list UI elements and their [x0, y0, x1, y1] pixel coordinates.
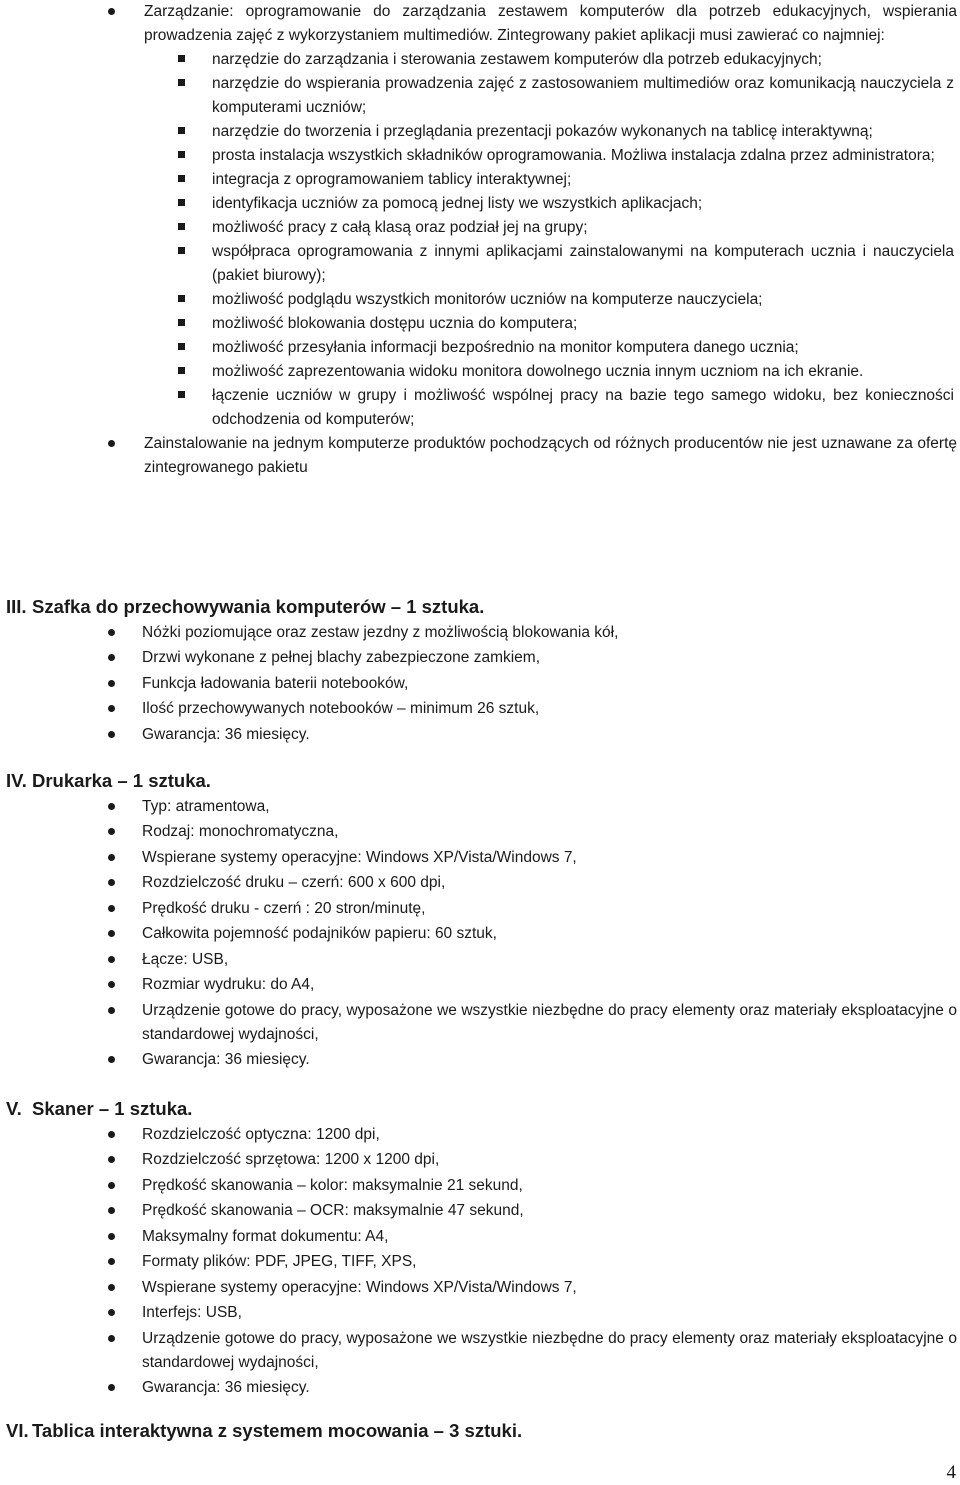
- bullet-icon: [108, 1335, 115, 1342]
- list-item: [0, 288, 957, 312]
- square-bullet-icon: [178, 343, 185, 350]
- list-item: [0, 871, 960, 895]
- list-item-text: Zainstalowanie na jednym komputerze produktów pochodzących od różnych producentów nie jest uznawane za ofertę zintegrowanego pakietu: [144, 435, 957, 476]
- section-scanner: [0, 1097, 960, 1400]
- section-title: Drukarka – 1 sztuka.: [32, 770, 211, 791]
- list-item-text: Maksymalny format dokumentu: A4,: [142, 1227, 389, 1245]
- list-item: [0, 1048, 960, 1072]
- list-item: [0, 1199, 960, 1223]
- bullet-icon: [108, 854, 115, 861]
- section-title: Szafka do przechowywania komputerów – 1 sztuka.: [32, 596, 485, 617]
- list-item-text: Typ: atramentowa,: [142, 797, 270, 815]
- square-bullet-icon: [178, 55, 185, 62]
- bullet-icon: [108, 803, 115, 810]
- bullet-icon: [108, 1258, 115, 1265]
- list-item: [0, 1276, 960, 1300]
- list-item-text: łączenie uczniów w grupy i możliwość wspólnej pracy na bazie tego samego widoku, bez konieczności odchodzenia od komputerów;: [212, 387, 954, 428]
- list-item-text: Nóżki poziomujące oraz zestaw jezdny z możliwością blokowania kół,: [142, 623, 619, 641]
- bullet-icon: [108, 828, 115, 835]
- list-item: [0, 1301, 960, 1325]
- square-bullet-icon: [178, 127, 185, 134]
- list-item-text: Gwarancja: 36 miesięcy.: [142, 1051, 310, 1068]
- bullet-icon: [108, 1156, 115, 1163]
- square-bullet-icon: [178, 79, 185, 86]
- square-bullet-icon: [178, 367, 185, 374]
- bullet-icon: [108, 905, 115, 912]
- bullet-icon: [108, 1056, 115, 1063]
- bullet-icon: [108, 705, 115, 712]
- list-item-text: Wspierane systemy operacyjne: Windows XP/Vista/Windows 7,: [142, 1278, 577, 1296]
- square-bullet-icon: [178, 247, 185, 254]
- list-item-text: Ilość przechowywanych notebooków – minimum 26 sztuk,: [142, 700, 540, 717]
- list-item: [0, 0, 960, 432]
- list-item: [0, 432, 960, 480]
- list-item: [0, 240, 957, 288]
- list-item-text: możliwość podglądu wszystkich monitorów uczniów na komputerze nauczyciela;: [212, 291, 763, 308]
- list-item: [0, 922, 960, 946]
- list-item: [0, 360, 957, 384]
- list-item: [0, 1250, 960, 1274]
- section-heading: [0, 595, 960, 619]
- list-item-text: możliwość pracy z całą klasą oraz podział jej na grupy;: [212, 219, 588, 236]
- bullet-icon: [108, 629, 115, 636]
- bullet-icon: [108, 981, 115, 988]
- list-item-text: Rozdzielczość optyczna: 1200 dpi,: [142, 1125, 380, 1143]
- top-bullet-list: [0, 0, 960, 480]
- list-item-text: Rodzaj: monochromatyczna,: [142, 823, 339, 840]
- list-item-text: Łącze: USB,: [142, 950, 229, 968]
- bullet-icon: [108, 879, 115, 886]
- bullet-icon: [108, 1131, 115, 1138]
- list-item: [0, 336, 957, 360]
- bullet-icon: [108, 1284, 115, 1291]
- list-item: [0, 973, 960, 997]
- section-printer: [0, 769, 960, 1072]
- list-item: [0, 1327, 960, 1375]
- list-item: [0, 846, 960, 870]
- list-item: [0, 723, 960, 747]
- list-item: [0, 697, 960, 721]
- list-item-text: Prędkość skanowania – OCR: maksymalnie 47 sekund,: [142, 1202, 524, 1219]
- list-item-text: możliwość przesyłania informacji bezpośrednio na monitor komputera danego ucznia;: [212, 339, 799, 356]
- bullet-icon: [108, 956, 115, 963]
- list-item-text: Urządzenie gotowe do pracy, wyposażone we wszystkie niezbędne do pracy elementy oraz materiały eksploatacyjne o standardowej wydajności,: [142, 1329, 957, 1371]
- section-number: V.: [6, 1098, 22, 1119]
- list-item: [0, 72, 957, 120]
- list-item: [0, 646, 960, 670]
- list-item: [0, 168, 957, 192]
- list-item-text: Formaty plików: PDF, JPEG, TIFF, XPS,: [142, 1253, 417, 1270]
- list-item: [0, 144, 957, 168]
- section-cabinet: [0, 595, 960, 747]
- list-item: [0, 1376, 960, 1400]
- list-item-text: identyfikacja uczniów za pomocą jednej listy we wszystkich aplikacjach;: [212, 195, 703, 212]
- bullet-icon: [108, 654, 115, 661]
- bullet-icon: [108, 731, 115, 738]
- square-bullet-icon: [178, 175, 185, 182]
- list-item: [0, 897, 960, 921]
- bullet-icon: [108, 1384, 115, 1391]
- list-item-text: Całkowita pojemność podajników papieru: 60 sztuk,: [142, 925, 497, 942]
- list-item-text: Wspierane systemy operacyjne: Windows XP/Vista/Windows 7,: [142, 848, 577, 866]
- list-item-text: Rozdzielczość druku – czerń: 600 x 600 dpi,: [142, 874, 446, 891]
- square-bullet-icon: [178, 319, 185, 326]
- list-item-text: integracja z oprogramowaniem tablicy interaktywnej;: [212, 171, 572, 188]
- list-item: [0, 948, 960, 972]
- bullet-icon: [108, 1007, 115, 1014]
- list-item-text: Drzwi wykonane z pełnej blachy zabezpieczone zamkiem,: [142, 649, 541, 666]
- section-heading: [0, 1419, 960, 1443]
- bullet-icon: [108, 440, 115, 447]
- list-item: [0, 1148, 960, 1172]
- bullet-icon: [108, 930, 115, 937]
- square-bullet-icon: [178, 223, 185, 230]
- spec-list: [0, 795, 960, 1073]
- bullet-icon: [108, 1182, 115, 1189]
- list-item-text: Prędkość skanowania – kolor: maksymalnie 21 sekund,: [142, 1176, 523, 1194]
- section-number: VI.: [6, 1420, 29, 1441]
- list-item-text: możliwość zaprezentowania widoku monitora dowolnego ucznia innym uczniom na ich ekranie.: [212, 363, 864, 380]
- spec-list: [0, 621, 960, 747]
- bullet-icon: [108, 680, 115, 687]
- list-item: [0, 672, 960, 696]
- section-title: Skaner – 1 sztuka.: [32, 1098, 193, 1119]
- bullet-icon: [108, 1309, 115, 1316]
- list-item: [0, 216, 957, 240]
- list-item: [0, 1174, 960, 1198]
- list-item-text: Funkcja ładowania baterii notebooków,: [142, 674, 409, 692]
- list-item-text: Zarządzanie: oprogramowanie do zarządzania zestawem komputerów dla potrzeb edukacyjnych, wspierania prowadzenia zajęć z wykorzystaniem multimediów. Zintegrowany pakiet aplikacji musi zawierać co najmniej:: [144, 3, 957, 44]
- list-item-text: Interfejs: USB,: [142, 1304, 242, 1321]
- list-item-text: współpraca oprogramowania z innymi aplikacjami zainstalowanymi na komputerach ucznia i nauczyciela (pakiet biurowy);: [212, 243, 954, 284]
- list-item: [0, 820, 960, 844]
- list-item: [0, 1225, 960, 1249]
- list-item-text: narzędzie do wspierania prowadzenia zajęć z zastosowaniem multimediów oraz komunikacją nauczyciela z komputerami uczniów;: [212, 75, 954, 116]
- list-item-text: Rozmiar wydruku: do A4,: [142, 976, 315, 993]
- section-interactive-board: [0, 1419, 960, 1443]
- list-item-text: Gwarancja: 36 miesięcy.: [142, 1379, 310, 1396]
- section-number: IV.: [6, 770, 27, 791]
- list-item-text: prosta instalacja wszystkich składników oprogramowania. Możliwa instalacja zdalna przez administratora;: [212, 147, 935, 164]
- list-item: [0, 120, 957, 144]
- spec-list: [0, 1123, 960, 1401]
- list-item: [0, 384, 957, 432]
- list-item-text: możliwość blokowania dostępu ucznia do komputera;: [212, 315, 578, 332]
- section-title: Tablica interaktywna z systemem mocowania – 3 sztuki.: [32, 1420, 523, 1441]
- page-number: 4: [946, 1462, 956, 1483]
- list-item-text: Urządzenie gotowe do pracy, wyposażone we wszystkie niezbędne do pracy elementy oraz materiały eksploatacyjne o standardowej wydajności,: [142, 1001, 957, 1043]
- square-bullet-icon: [178, 199, 185, 206]
- list-item: [0, 999, 960, 1047]
- square-bullet-icon: [178, 295, 185, 302]
- list-item-text: narzędzie do tworzenia i przeglądania prezentacji pokazów wykonanych na tablicę interaktywną;: [212, 123, 873, 140]
- list-item: [0, 795, 960, 819]
- list-item-text: Prędkość druku - czerń : 20 stron/minutę,: [142, 899, 426, 917]
- sub-bullet-list: [0, 48, 957, 432]
- list-item: [0, 192, 957, 216]
- list-item: [0, 312, 957, 336]
- list-item-text: Rozdzielczość sprzętowa: 1200 x 1200 dpi,: [142, 1151, 440, 1168]
- list-item: [0, 1123, 960, 1147]
- software-requirements-block: [0, 0, 960, 480]
- list-item-text: Gwarancja: 36 miesięcy.: [142, 725, 310, 743]
- section-number: III.: [6, 596, 27, 617]
- bullet-icon: [108, 8, 115, 15]
- bullet-icon: [108, 1207, 115, 1214]
- section-heading: [0, 769, 960, 793]
- section-heading: [0, 1097, 960, 1121]
- square-bullet-icon: [178, 391, 185, 398]
- list-item-text: narzędzie do zarządzania i sterowania zestawem komputerów dla potrzeb edukacyjnych;: [212, 51, 822, 68]
- square-bullet-icon: [178, 151, 185, 158]
- list-item: [0, 48, 957, 72]
- bullet-icon: [108, 1233, 115, 1240]
- list-item: [0, 621, 960, 645]
